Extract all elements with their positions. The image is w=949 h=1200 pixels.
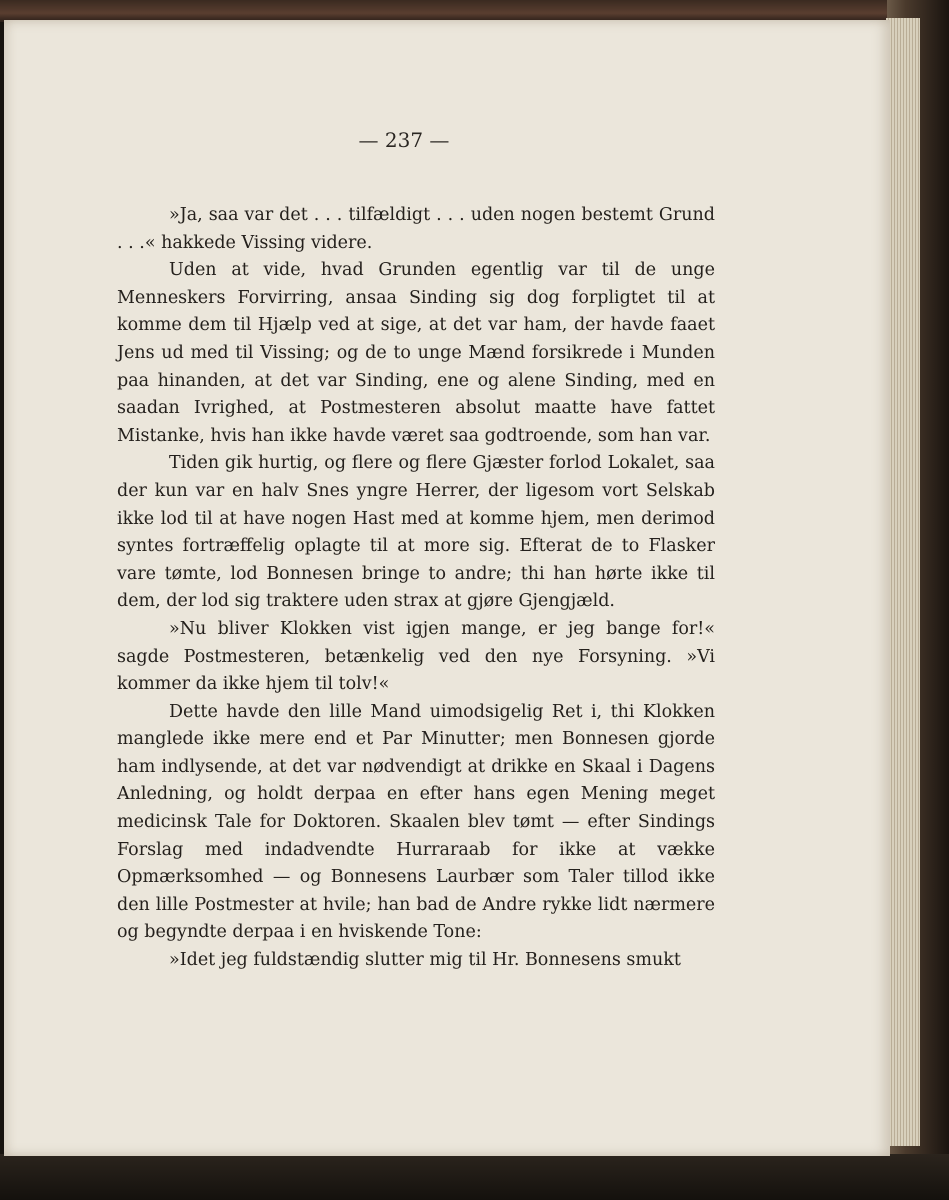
paragraph: »Ja, saa var det . . . tilfældigt . . . uden nogen bestemt Grund . . .« hakkede Vissing videre.: [117, 205, 715, 253]
body-text: [117, 202, 715, 975]
page-stack-edge: [886, 18, 920, 1146]
paragraph: Uden at vide, hvad Grunden egentlig var til de unge Menneskers Forvirring, ansaa Sinding sig dog forpligtet til at komme dem til Hjælp ved at sige, at det var ham, der havde faaet Jens ud med til Vissing; og de to unge Mænd forsikrede i Munden paa hinanden, at det var Sinding, ene og alene Sinding, med en saadan Ivrighed, at Postmesteren absolut maatte have fattet Mistanke, hvis han ikke havde været saa godtroende, som han var.: [117, 260, 715, 446]
paragraph: Tiden gik hurtig, og flere og flere Gjæster forlod Lokalet, saa der kun var en halv Snes yngre Herrer, der ligesom vort Selskab ikke lod til at have nogen Hast med at komme hjem, men derimod syntes fortræffelig oplagte til at more sig. Efterat de to Flasker vare tømte, lod Bonnesen bringe to andre; thi han hørte ikke til dem, der lod sig traktere uden strax at gjøre Gjengjæld.: [117, 453, 715, 612]
book-bottom-edge: [0, 1154, 949, 1200]
paragraph: »Idet jeg fuldstændig slutter mig til Hr. Bonnesens smukt: [169, 950, 681, 971]
paragraph: Dette havde den lille Mand uimodsigelig Ret i, thi Klokken manglede ikke mere end et Par Minutter; men Bonnesen gjorde ham indlysende, at det var nødvendigt at drikke en Skaal i Dagens Anledning, og holdt derpaa en efter hans egen Mening meget medicinsk Tale for Doktoren. Skaalen blev tømt — efter Sindings Forslag med indadvendte Hurraraab for ikke at vække Opmærksomhed — og Bonnesens Laurbær som Taler tillod ikke den lille Postmester at hvile; han bad de Andre rykke lidt nærmere og begyndte derpaa i en hviskende Tone:: [117, 701, 715, 943]
paragraph: »Nu bliver Klokken vist igjen mange, er jeg bange for!« sagde Postmesteren, betænkelig ved den nye Forsyning. »Vi kommer da ikke hjem til tolv!«: [117, 618, 715, 695]
book-top-edge: [0, 0, 949, 22]
page-number: — 237 —: [358, 128, 450, 152]
book-page: [4, 20, 890, 1156]
